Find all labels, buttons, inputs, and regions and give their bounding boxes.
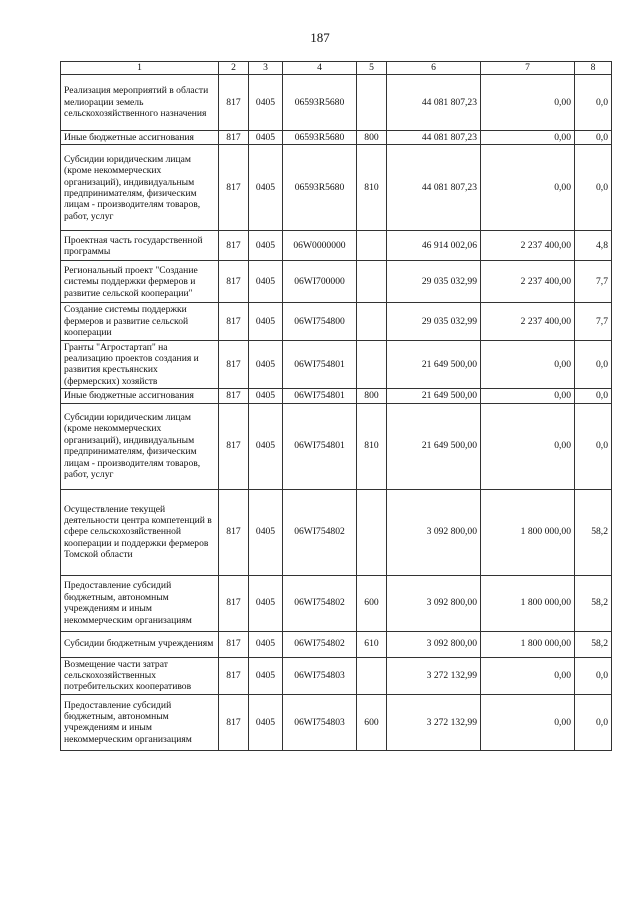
row-name-cell: Иные бюджетные ассигнования [61, 389, 219, 403]
row-executed-amount-cell: 0,00 [481, 75, 575, 131]
row-target-cell: 06WI700000 [283, 261, 357, 303]
row-code-cell: 817 [219, 261, 249, 303]
budget-table [60, 61, 612, 751]
table-row [61, 340, 612, 389]
row-planned-amount-cell: 29 035 032,99 [387, 261, 481, 303]
header-cell: 3 [249, 62, 283, 75]
table-row [61, 261, 612, 303]
row-expense-type-cell [357, 75, 387, 131]
row-name-cell: Предоставление субсидий бюджетным, автономным учреждениям и иным некоммерческим организациям [61, 694, 219, 750]
page-number: 187 [310, 30, 330, 45]
row-code-cell: 817 [219, 631, 249, 657]
row-code-cell: 817 [219, 403, 249, 489]
row-planned-amount-cell: 44 081 807,23 [387, 131, 481, 145]
header-cell: 5 [357, 62, 387, 75]
row-code-cell: 817 [219, 575, 249, 631]
row-target-cell: 06593R5680 [283, 131, 357, 145]
row-name-cell: Возмещение части затрат сельскохозяйственных потребительских кооперативов [61, 657, 219, 694]
table-row [61, 575, 612, 631]
row-expense-type-cell: 610 [357, 631, 387, 657]
row-percent-cell: 7,7 [575, 261, 612, 303]
row-planned-amount-cell: 3 092 800,00 [387, 631, 481, 657]
row-planned-amount-cell: 3 092 800,00 [387, 489, 481, 575]
header-cell: 8 [575, 62, 612, 75]
row-executed-amount-cell: 2 237 400,00 [481, 303, 575, 340]
row-executed-amount-cell: 0,00 [481, 657, 575, 694]
row-section-cell: 0405 [249, 631, 283, 657]
table-row [61, 657, 612, 694]
row-section-cell: 0405 [249, 403, 283, 489]
row-executed-amount-cell: 1 800 000,00 [481, 489, 575, 575]
row-planned-amount-cell: 21 649 500,00 [387, 403, 481, 489]
row-expense-type-cell: 600 [357, 575, 387, 631]
row-section-cell: 0405 [249, 489, 283, 575]
row-section-cell: 0405 [249, 657, 283, 694]
row-planned-amount-cell: 44 081 807,23 [387, 145, 481, 231]
row-target-cell: 06WI754801 [283, 340, 357, 389]
row-percent-cell: 58,2 [575, 489, 612, 575]
row-name-cell: Гранты "Агростартап" на реализацию проектов создания и развития крестьянских (фермерских) хозяйств [61, 340, 219, 389]
row-executed-amount-cell: 1 800 000,00 [481, 575, 575, 631]
row-code-cell: 817 [219, 694, 249, 750]
row-name-cell: Субсидии бюджетным учреждениям [61, 631, 219, 657]
row-percent-cell: 0,0 [575, 657, 612, 694]
header-cell: 7 [481, 62, 575, 75]
row-planned-amount-cell: 21 649 500,00 [387, 389, 481, 403]
table-row [61, 303, 612, 340]
row-name-cell: Субсидии юридическим лицам (кроме некоммерческих организаций), индивидуальным предпринимателям, физическим лицам - производителям товаров, работ, услуг [61, 145, 219, 231]
row-planned-amount-cell: 3 092 800,00 [387, 575, 481, 631]
row-section-cell: 0405 [249, 389, 283, 403]
table-row [61, 694, 612, 750]
table-row [61, 131, 612, 145]
row-expense-type-cell: 810 [357, 403, 387, 489]
header-cell: 6 [387, 62, 481, 75]
row-name-cell: Региональный проект "Создание системы поддержки фермеров и развитие сельской кооперации" [61, 261, 219, 303]
row-target-cell: 06WI754802 [283, 575, 357, 631]
row-percent-cell: 0,0 [575, 694, 612, 750]
table-row [61, 145, 612, 231]
row-code-cell: 817 [219, 145, 249, 231]
row-percent-cell: 0,0 [575, 389, 612, 403]
row-executed-amount-cell: 0,00 [481, 389, 575, 403]
row-code-cell: 817 [219, 389, 249, 403]
row-expense-type-cell [357, 261, 387, 303]
row-target-cell: 06593R5680 [283, 145, 357, 231]
row-section-cell: 0405 [249, 231, 283, 261]
row-executed-amount-cell: 2 237 400,00 [481, 231, 575, 261]
row-planned-amount-cell: 3 272 132,99 [387, 657, 481, 694]
row-code-cell: 817 [219, 75, 249, 131]
row-planned-amount-cell: 46 914 002,06 [387, 231, 481, 261]
row-code-cell: 817 [219, 231, 249, 261]
header-cell: 2 [219, 62, 249, 75]
row-percent-cell: 0,0 [575, 145, 612, 231]
row-target-cell: 06WI754800 [283, 303, 357, 340]
row-executed-amount-cell: 0,00 [481, 145, 575, 231]
row-section-cell: 0405 [249, 75, 283, 131]
row-name-cell: Реализация мероприятий в области мелиорации земель сельскохозяйственного назначения [61, 75, 219, 131]
row-target-cell: 06WI754801 [283, 403, 357, 489]
row-executed-amount-cell: 2 237 400,00 [481, 261, 575, 303]
row-name-cell: Проектная часть государственной программы [61, 231, 219, 261]
row-section-cell: 0405 [249, 261, 283, 303]
row-percent-cell: 0,0 [575, 403, 612, 489]
row-executed-amount-cell: 0,00 [481, 340, 575, 389]
row-executed-amount-cell: 0,00 [481, 131, 575, 145]
row-executed-amount-cell: 1 800 000,00 [481, 631, 575, 657]
row-section-cell: 0405 [249, 303, 283, 340]
row-expense-type-cell: 800 [357, 389, 387, 403]
row-percent-cell: 4,8 [575, 231, 612, 261]
row-code-cell: 817 [219, 340, 249, 389]
row-target-cell: 06593R5680 [283, 75, 357, 131]
row-target-cell: 06WI754803 [283, 694, 357, 750]
row-code-cell: 817 [219, 131, 249, 145]
row-section-cell: 0405 [249, 575, 283, 631]
row-planned-amount-cell: 29 035 032,99 [387, 303, 481, 340]
row-name-cell: Предоставление субсидий бюджетным, автономным учреждениям и иным некоммерческим организациям [61, 575, 219, 631]
table-row [61, 231, 612, 261]
row-expense-type-cell [357, 340, 387, 389]
row-executed-amount-cell: 0,00 [481, 403, 575, 489]
row-expense-type-cell [357, 231, 387, 261]
table-row [61, 631, 612, 657]
row-code-cell: 817 [219, 303, 249, 340]
row-planned-amount-cell: 44 081 807,23 [387, 75, 481, 131]
row-target-cell: 06WI754802 [283, 489, 357, 575]
row-name-cell: Осуществление текущей деятельности центра компетенций в сфере сельскохозяйственной кооперации и поддержки фермеров Томской области [61, 489, 219, 575]
row-percent-cell: 0,0 [575, 340, 612, 389]
row-code-cell: 817 [219, 489, 249, 575]
row-percent-cell: 7,7 [575, 303, 612, 340]
row-section-cell: 0405 [249, 145, 283, 231]
row-section-cell: 0405 [249, 694, 283, 750]
row-section-cell: 0405 [249, 340, 283, 389]
row-planned-amount-cell: 21 649 500,00 [387, 340, 481, 389]
row-name-cell: Создание системы поддержки фермеров и развитие сельской кооперации [61, 303, 219, 340]
header-cell: 4 [283, 62, 357, 75]
row-percent-cell: 58,2 [575, 575, 612, 631]
row-target-cell: 06WI754803 [283, 657, 357, 694]
row-target-cell: 06WI754801 [283, 389, 357, 403]
row-code-cell: 817 [219, 657, 249, 694]
row-expense-type-cell [357, 489, 387, 575]
row-name-cell: Субсидии юридическим лицам (кроме некоммерческих организаций), индивидуальным предпринимателям, физическим лицам - производителям товаров, работ, услуг [61, 403, 219, 489]
row-expense-type-cell [357, 657, 387, 694]
table-row [61, 389, 612, 403]
row-target-cell: 06WI754802 [283, 631, 357, 657]
row-expense-type-cell: 810 [357, 145, 387, 231]
table-body [61, 75, 612, 751]
row-expense-type-cell [357, 303, 387, 340]
row-target-cell: 06W0000000 [283, 231, 357, 261]
table-header-row [61, 62, 612, 75]
table-row [61, 489, 612, 575]
row-name-cell: Иные бюджетные ассигнования [61, 131, 219, 145]
table-row [61, 403, 612, 489]
row-percent-cell: 0,0 [575, 131, 612, 145]
row-section-cell: 0405 [249, 131, 283, 145]
table-row [61, 75, 612, 131]
row-percent-cell: 0,0 [575, 75, 612, 131]
header-cell: 1 [61, 62, 219, 75]
row-expense-type-cell: 800 [357, 131, 387, 145]
row-expense-type-cell: 600 [357, 694, 387, 750]
row-percent-cell: 58,2 [575, 631, 612, 657]
row-planned-amount-cell: 3 272 132,99 [387, 694, 481, 750]
row-executed-amount-cell: 0,00 [481, 694, 575, 750]
